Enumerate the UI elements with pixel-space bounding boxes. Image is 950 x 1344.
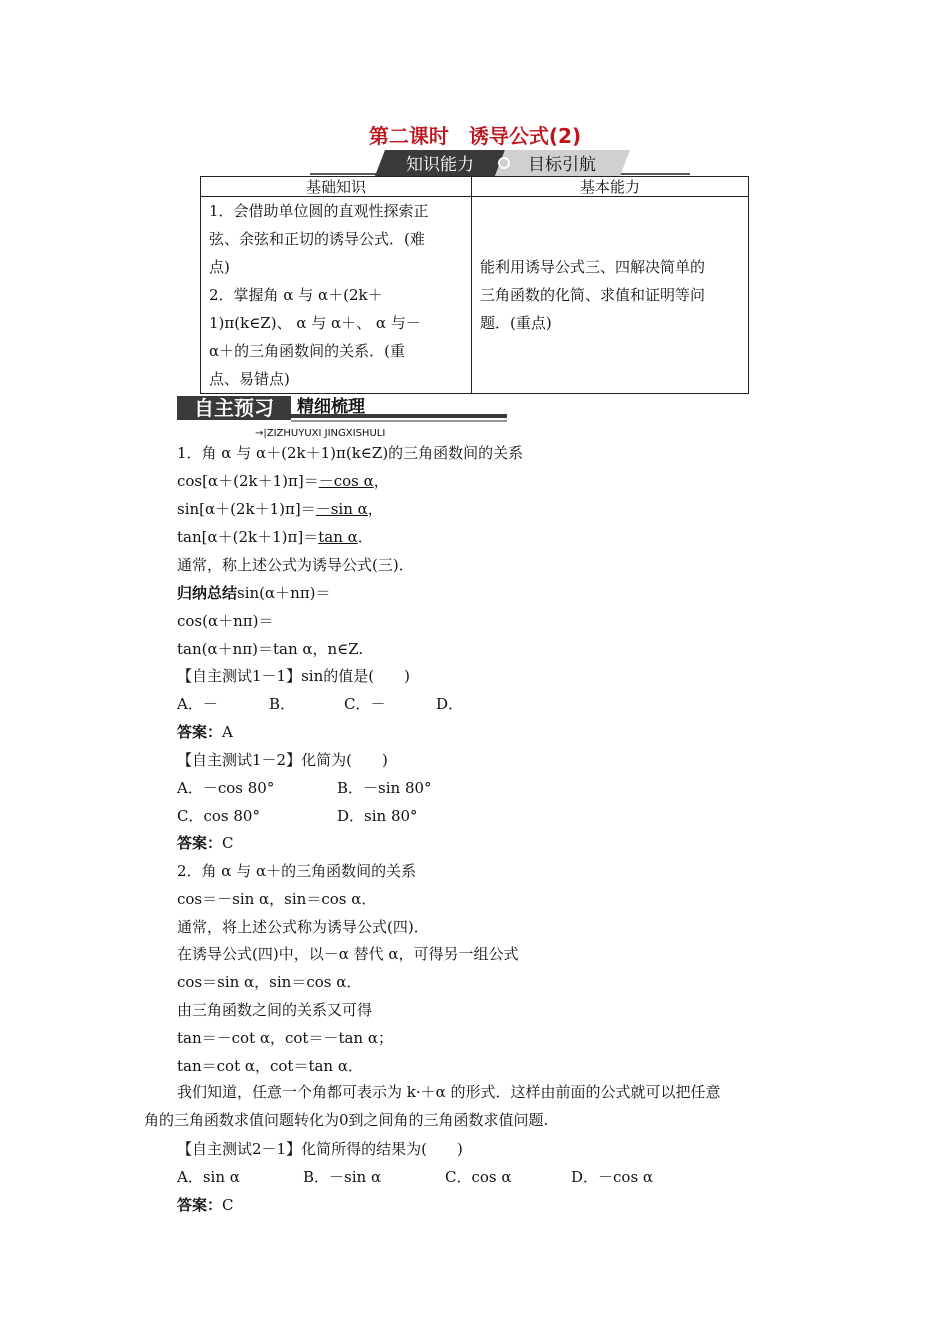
option: D． [436, 695, 464, 713]
knowledge-banner [290, 146, 690, 180]
text-line: 通常，将上述公式称为诱导公式(四)． [177, 918, 429, 936]
option: C．cos 80° [177, 807, 260, 825]
answer-blank: －sin α [315, 500, 368, 518]
text-line: 通常，称上述公式为诱导公式(三)． [177, 556, 414, 574]
option: A．－ [177, 695, 218, 713]
section-label: 自主预习 [194, 396, 274, 420]
answer-line: 答案：C [177, 1196, 234, 1214]
formula-line: sin[α＋(2k＋1)π]＝－sin α， [177, 500, 383, 518]
summary-label: 归纳总结 [177, 584, 238, 602]
cell-line: 点、易错点) [209, 370, 290, 388]
section-pinyin: →|ZIZHUYUXI JINGXISHULI [255, 428, 386, 439]
text-line: 由三角函数之间的关系又可得 [177, 1001, 373, 1019]
cell-line: 1)π(k∈Z)、 α 与 α＋、 α 与－ [209, 314, 421, 332]
table-row [201, 197, 749, 394]
answer-line: 答案：A [177, 723, 233, 741]
cell-line: 能利用诱导公式三、四解决简单的 [480, 258, 706, 276]
text-line: 2．角 α 与 α＋的三角函数间的关系 [177, 862, 417, 880]
cell-line: 弦、余弦和正切的诱导公式．(难 [209, 230, 425, 248]
cell-line: 2．掌握角 α 与 α＋(2k＋ [209, 286, 383, 304]
text-line: 1．角 α 与 α＋(2k＋1)π(k∈Z)的三角函数间的关系 [177, 444, 524, 462]
paragraph-line: 角的三角函数求值问题转化为0到之间角的三角函数求值问题. [144, 1111, 549, 1129]
formula-line: cos(α＋nπ)＝ [177, 612, 274, 630]
option: C．－ [344, 695, 386, 713]
cell-line: 题．(重点) [480, 314, 552, 332]
formula-line: tan[α＋(2k＋1)π]＝tan α． [177, 528, 373, 546]
banner-right-text: 目标引航 [528, 155, 596, 175]
paragraph [144, 1078, 814, 1134]
formula-line: cos＝－sin α，sin＝cos α． [177, 890, 377, 908]
text-line: 在诱导公式(四)中，以－α 替代 α，可得另一组公式 [177, 945, 519, 963]
page-title [0, 120, 950, 149]
cell-line: α＋的三角函数间的关系．(重 [209, 342, 405, 360]
options-line [177, 806, 418, 826]
options-line [177, 1167, 653, 1187]
options-line [177, 778, 432, 798]
answer-blank: －cos α [318, 472, 374, 490]
option: B．－sin α [303, 1168, 382, 1186]
question-line: 【自主测试1－1】sin的值是( ) [177, 667, 410, 685]
paragraph-line: 我们知道，任意一个角都可表示为 k·＋α 的形式．这样由前面的公式就可以把任意 [177, 1083, 721, 1101]
table-header: 基础知识 [201, 177, 472, 197]
table-cell-basic-ability [472, 197, 749, 394]
section-header [177, 394, 507, 440]
formula-line: cos[α＋(2k＋1)π]＝－cos α， [177, 472, 389, 490]
title-topic: 诱导公式(2) [468, 124, 582, 148]
cell-line: 点) [209, 258, 230, 276]
answer-blank: tan α [318, 528, 358, 546]
option: A．－cos 80° [177, 779, 275, 797]
cell-line: 1．会借助单位圆的直观性探索正 [209, 202, 429, 220]
question-line: 【自主测试2－1】化简所得的结果为( ) [177, 1140, 463, 1158]
formula-line: tan＝－cot α，cot＝－tan α； [177, 1029, 393, 1047]
table-cell-basic-knowledge [201, 197, 472, 394]
banner-left-text: 知识能力 [406, 155, 474, 175]
options-line [177, 694, 463, 714]
summary-line: 归纳总结sin(α＋nπ)＝ [177, 584, 331, 602]
section-sub: 精细梳理 [297, 397, 365, 417]
formula-line: tan(α＋nπ)＝tan α，n∈Z. [177, 640, 364, 658]
answer-line: 答案：C [177, 834, 234, 852]
formula-line: tan＝cot α，cot＝tan α． [177, 1057, 363, 1075]
option: D．－cos α [571, 1168, 654, 1186]
option: B．－sin 80° [337, 779, 432, 797]
option: B． [269, 695, 296, 713]
option: D．sin 80° [337, 807, 418, 825]
cell-line: 三角函数的化简、求值和证明等问 [480, 286, 706, 304]
option: C．cos α [445, 1168, 512, 1186]
table-header: 基本能力 [472, 177, 749, 197]
question-line: 【自主测试1－2】化简为( ) [177, 751, 388, 769]
objectives-table [200, 176, 749, 394]
option: A．sin α [177, 1168, 240, 1186]
title-lesson: 第二课时 [368, 124, 449, 148]
formula-line: cos＝sin α，sin＝cos α． [177, 973, 362, 991]
table-header-row [201, 177, 749, 197]
